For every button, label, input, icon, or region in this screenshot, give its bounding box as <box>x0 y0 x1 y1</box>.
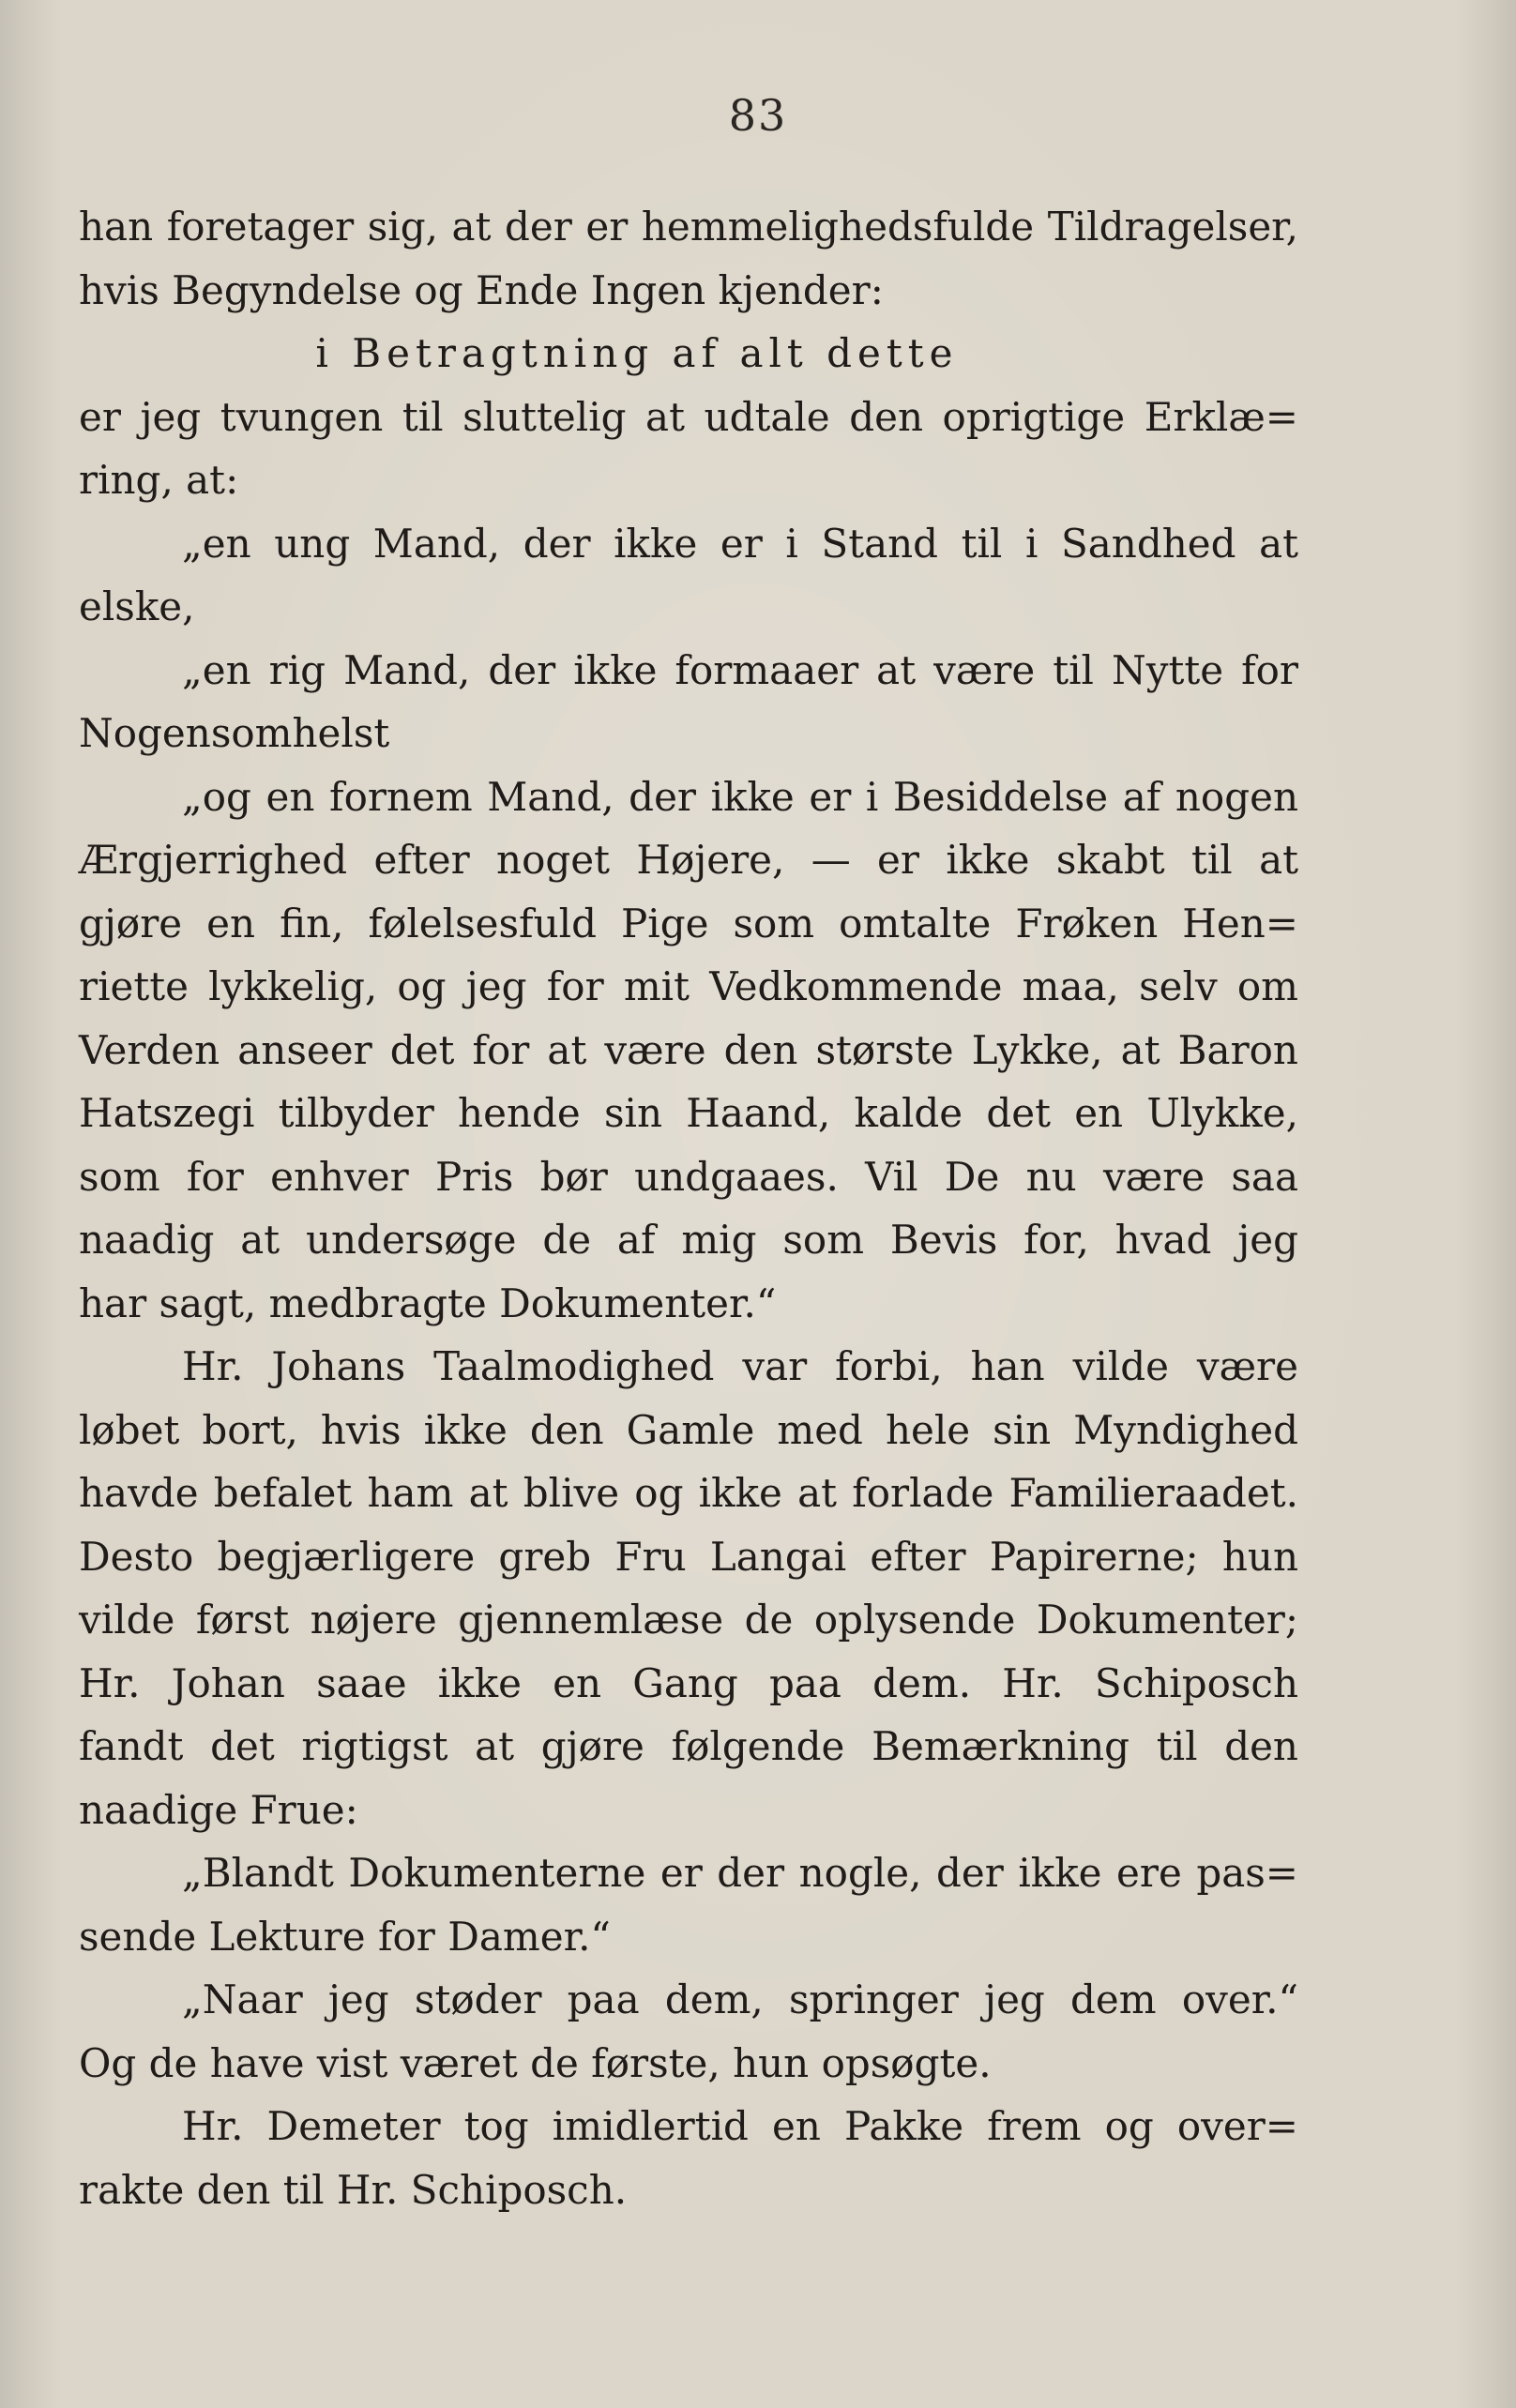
text-line: havde befalet ham at blive og ikke at forlade Familieraadet. <box>79 1470 1298 1516</box>
text-line: Hr. Demeter tog imidlertid en Pakke frem og over= <box>182 2103 1298 2149</box>
text-line: riette lykkelig, og jeg for mit Vedkommende maa, selv om <box>79 963 1298 1009</box>
text-line: Nogensomhelst <box>79 710 390 756</box>
text-line: gjøre en fin, følelsesfuld Pige som omtalte Frøken Hen= <box>79 900 1298 947</box>
text-line: naadige Frue: <box>79 1786 358 1833</box>
text-line: er jeg tvungen til sluttelig at udtale den oprigtige Erklæ= <box>79 393 1298 440</box>
text-line: Og de have vist været de første, hun opsøgte. <box>79 2039 992 2086</box>
text-line: løbet bort, hvis ikke den Gamle med hele sin Myndighed <box>79 1406 1298 1453</box>
text-line: hvis Begyndelse og Ende Ingen kjender: <box>79 266 884 313</box>
text-line: sende Lekture for Damer.“ <box>79 1913 611 1960</box>
text-line: som for enhver Pris bør undgaaes. Vil De nu være saa <box>79 1153 1298 1200</box>
text-line: fandt det rigtigst at gjøre følgende Bemærkning til den <box>79 1723 1298 1769</box>
text-line: Ærgjerrighed efter noget Højere, — er ikke skabt til at <box>79 837 1298 883</box>
page-number: 83 <box>728 90 788 141</box>
text-line: „en rig Mand, der ikke formaaer at være til Nytte for <box>182 646 1298 693</box>
text-line: Verden anseer det for at være den største Lykke, at Baron <box>79 1026 1298 1073</box>
text-line: „Naar jeg støder paa dem, springer jeg dem over.“ <box>182 1976 1298 2022</box>
text-line: ring, at: <box>79 457 239 503</box>
text-line: vilde først nøjere gjennemlæse de oplysende Dokumenter; <box>79 1597 1298 1643</box>
text-line: han foretager sig, at der er hemmelighedsfulde Tildragelser, <box>79 204 1298 250</box>
text-line: Hr. Johans Taalmodighed var forbi, han vilde være <box>182 1343 1298 1389</box>
text-line: har sagt, medbragte Dokumenter.“ <box>79 1280 777 1326</box>
body-text <box>79 195 1298 2221</box>
text-line: elske, <box>79 583 195 629</box>
text-line: „og en fornem Mand, der ikke er i Besiddelse af nogen <box>182 773 1298 820</box>
text-line: Desto begjærligere greb Fru Langai efter Papirerne; hun <box>79 1533 1298 1580</box>
text-line: „en ung Mand, der ikke er i Stand til i Sandhed at <box>182 520 1298 567</box>
text-line: „Blandt Dokumenterne er der nogle, der ikke ere pas= <box>182 1850 1298 1896</box>
text-line: Hr. Johan saae ikke en Gang paa dem. Hr. Schiposch <box>79 1659 1298 1706</box>
text-line: rakte den til Hr. Schiposch. <box>79 2166 628 2213</box>
text-line: Hatszegi tilbyder hende sin Haand, kalde det en Ulykke, <box>79 1090 1298 1136</box>
text-line: naadig at undersøge de af mig som Bevis for, hvad jeg <box>79 1217 1298 1263</box>
text-line-spaced: i Betragtning af alt dette <box>315 330 959 376</box>
